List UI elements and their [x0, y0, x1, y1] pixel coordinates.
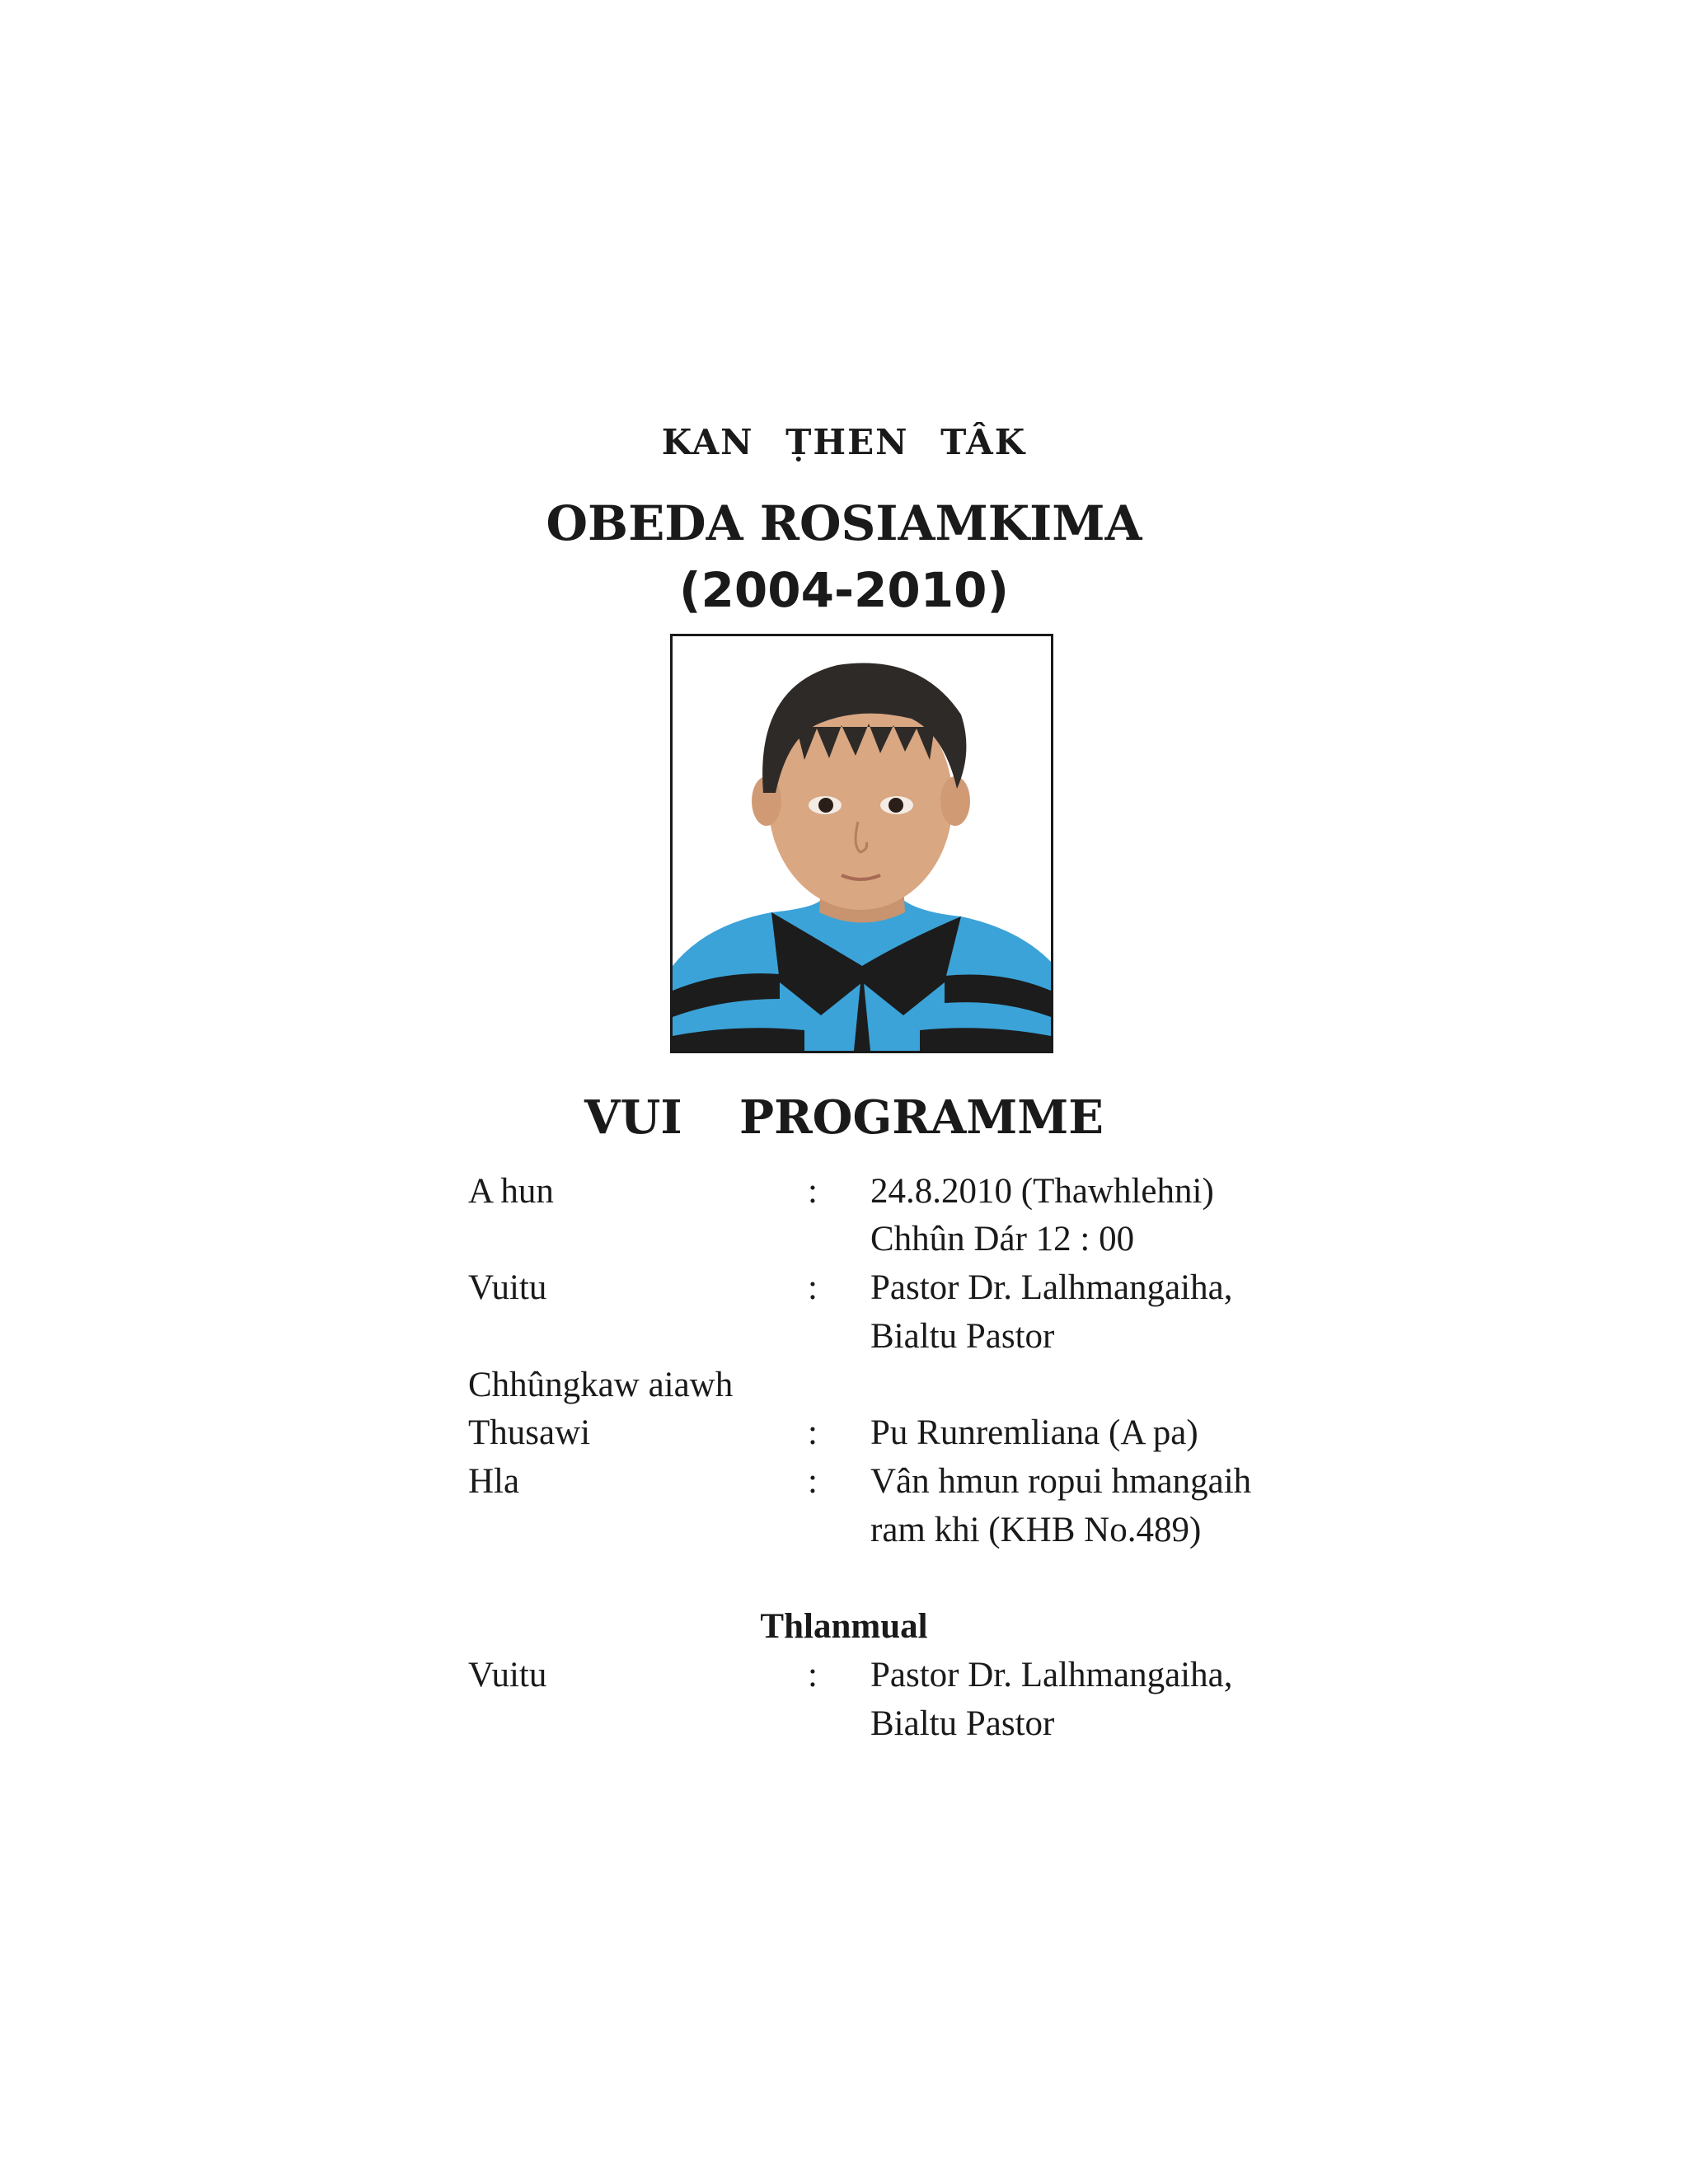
thlanmual-row [0, 1700, 1688, 1748]
programme-row [0, 1168, 1688, 1216]
programme-row [0, 1264, 1688, 1312]
row-colon: : [808, 1268, 818, 1307]
portrait-photo [670, 634, 1053, 1053]
row-label: A hun [468, 1172, 554, 1211]
row-value: Pastor Dr. Lalhmangaiha, [870, 1268, 1233, 1307]
row-label: Hla [468, 1462, 520, 1501]
programme-title: VUI PROGRAMME [584, 1090, 1104, 1145]
life-years: (2004-2010) [679, 562, 1009, 618]
row-label: Chhûngkaw aiawh [468, 1366, 734, 1404]
row-colon: : [808, 1172, 818, 1211]
row-value: Bialtu Pastor [870, 1317, 1055, 1356]
thlanmual-row [0, 1652, 1688, 1699]
programme-row [0, 1458, 1688, 1506]
programme-row [0, 1361, 1688, 1409]
row-colon: : [808, 1462, 818, 1501]
page-kicker: KAN ṬHEN TÂK [661, 422, 1027, 462]
row-value: Pu Runremliana (A pa) [870, 1413, 1198, 1452]
child-portrait-icon [673, 636, 1051, 1051]
programme-row [0, 1409, 1688, 1457]
row-value: Vân hmun ropui hmangaih [870, 1462, 1252, 1501]
row-label: Vuitu [468, 1656, 547, 1694]
row-value: 24.8.2010 (Thawhlehni) [870, 1172, 1214, 1211]
row-value: ram khi (KHB No.489) [870, 1511, 1202, 1549]
programme-row [0, 1216, 1688, 1263]
row-label: Thusawi [468, 1413, 591, 1452]
programme-row [0, 1507, 1688, 1554]
deceased-name: OBEDA ROSIAMKIMA [546, 495, 1142, 551]
row-value: Pastor Dr. Lalhmangaiha, [870, 1656, 1233, 1694]
row-label: Vuitu [468, 1268, 547, 1307]
row-value: Bialtu Pastor [870, 1704, 1055, 1743]
row-value: Chhûn Dár 12 : 00 [870, 1220, 1135, 1258]
programme-row [0, 1313, 1688, 1361]
thlanmual-title: Thlanmual [760, 1607, 928, 1646]
row-colon: : [808, 1413, 818, 1452]
row-colon: : [808, 1656, 818, 1694]
